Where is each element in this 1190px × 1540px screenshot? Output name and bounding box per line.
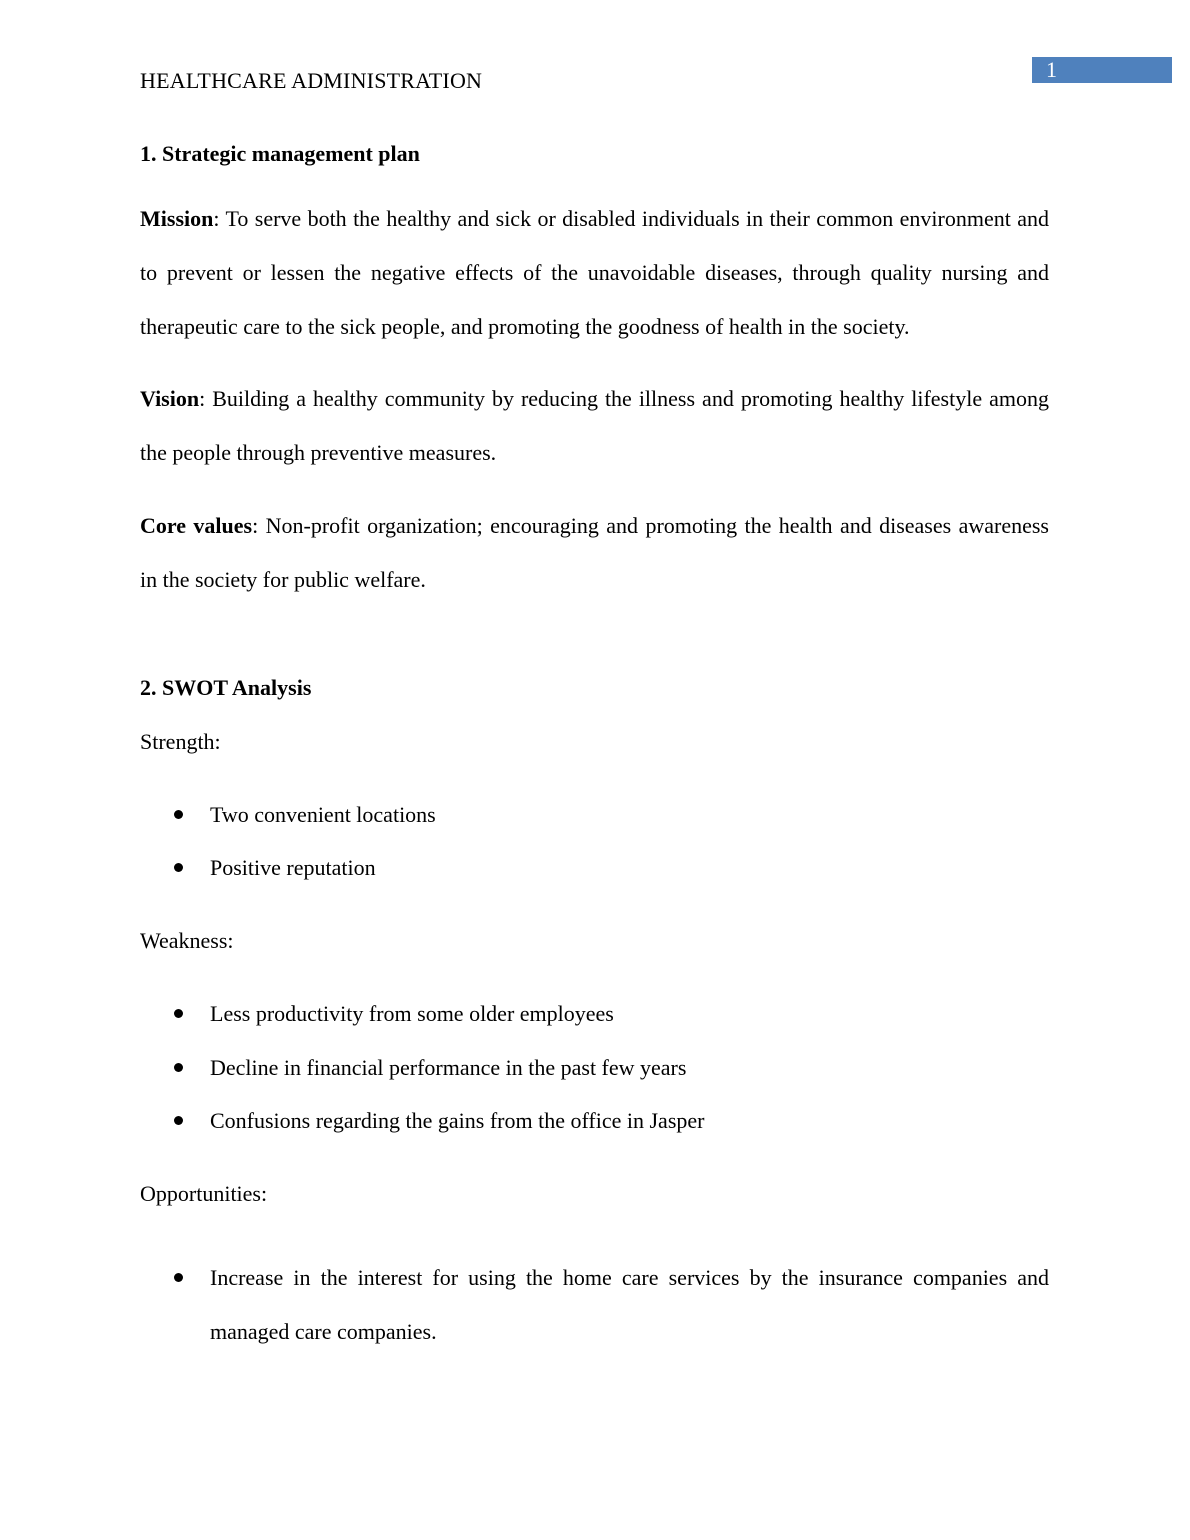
mission-label: Mission — [140, 206, 214, 231]
bullet-icon — [174, 1116, 183, 1125]
list-item: Two convenient locations — [140, 799, 1049, 831]
strength-list — [140, 799, 1049, 885]
bullet-icon — [174, 1273, 183, 1282]
document-body — [140, 138, 1049, 1400]
weakness-label: Weakness: — [140, 928, 234, 954]
section-2-heading: 2. SWOT Analysis — [140, 674, 312, 700]
core-values-label: Core values — [140, 512, 253, 538]
list-item: Decline in financial performance in the past few years — [140, 1052, 1049, 1084]
strength-label: Strength: — [140, 728, 221, 754]
vision-label: Vision — [140, 386, 200, 412]
section-1-heading: 1. Strategic management plan — [140, 141, 420, 166]
bullet-icon — [174, 810, 183, 819]
running-header-title: HEALTHCARE ADMINISTRATION — [140, 68, 483, 93]
opportunities-label: Opportunities: — [140, 1181, 268, 1207]
list-item: Increase in the interest for using the home care services by the insurance companies and managed care companies. — [140, 1251, 1049, 1359]
mission-paragraph — [140, 192, 1049, 353]
list-item: Positive reputation — [140, 852, 1049, 884]
page-number: 1 — [1046, 57, 1057, 82]
opportunities-list — [140, 1251, 1049, 1359]
core-values-text: : Non-profit organization; encouraging and promoting the health and diseases awareness in the society for public welfare. — [140, 512, 1049, 592]
weakness-list — [140, 998, 1049, 1137]
vision-text: : Building a healthy community by reducing the illness and promoting healthy lifestyle among the people through preventive measures. — [140, 386, 1049, 466]
list-item: Less productivity from some older employees — [140, 998, 1049, 1030]
page-number-badge — [1032, 57, 1172, 83]
bullet-icon — [174, 1009, 183, 1018]
section-spacer — [140, 626, 1049, 672]
list-item: Confusions regarding the gains from the office in Jasper — [140, 1105, 1049, 1137]
core-values-paragraph — [140, 499, 1049, 607]
mission-text: : To serve both the healthy and sick or disabled individuals in their common environment and to prevent or lessen the negative effects of the unavoidable diseases, through quality nursing and therapeutic care to the sick people, and promoting the goodness of health in the society. — [140, 206, 1049, 339]
bullet-icon — [174, 863, 183, 872]
vision-paragraph — [140, 372, 1049, 480]
bullet-icon — [174, 1063, 183, 1072]
